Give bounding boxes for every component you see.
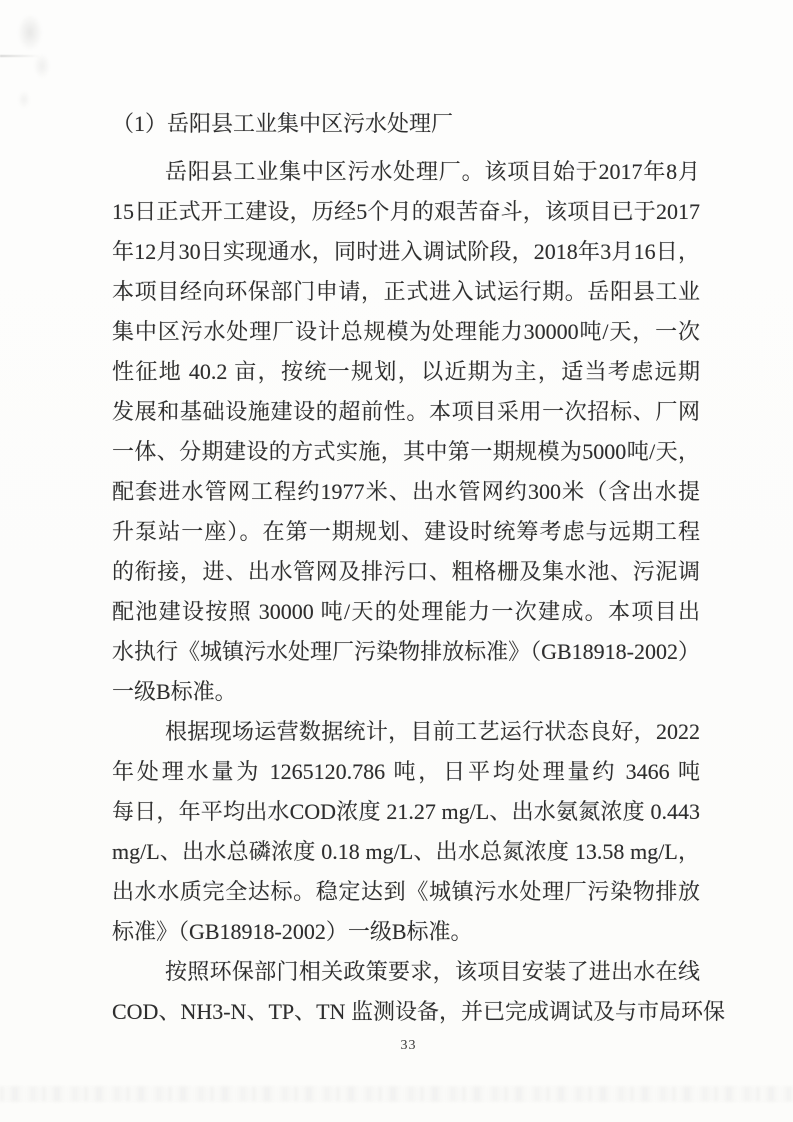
text-line: 发展和基础设施建设的超前性。本项目采用一次招标、厂网 xyxy=(112,399,700,424)
paragraph-monitoring-equipment xyxy=(112,952,725,1032)
text-line: 按照环保部门相关政策要求，该项目安装了进出水在线 xyxy=(165,959,700,984)
text-line: 水执行《城镇污水处理厂污染物排放标准》（GB18918-2002） xyxy=(112,639,700,664)
text-line: 根据现场运营数据统计，目前工艺运行状态良好，2022 xyxy=(165,719,700,744)
text-line: 15日正式开工建设，历经5个月的艰苦奋斗，该项目已于2017 xyxy=(112,199,700,224)
text-line: 升泵站一座）。在第一期规划、建设时统筹考虑与远期工程 xyxy=(112,519,700,544)
text-line: 每日，年平均出水COD浓度 21.27 mg/L、出水氨氮浓度 0.443 xyxy=(112,799,700,824)
scan-smudge-artifact xyxy=(6,6,66,126)
text-line: 年12月30日实现通水，同时进入调试阶段，2018年3月16日， xyxy=(112,239,700,264)
page-number: 33 xyxy=(400,1038,417,1053)
text-line: 集中区污水处理厂设计总规模为处理能力30000吨/天，一次 xyxy=(112,319,700,344)
scan-noise-bottom-artifact xyxy=(0,1086,793,1102)
text-line: 性征地 40.2 亩，按统一规划，以近期为主，适当考虑远期 xyxy=(112,359,700,384)
text-line: 配套进水管网工程约1977米、出水管网约300米（含出水提 xyxy=(112,479,700,504)
text-line: 本项目经向环保部门申请，正式进入试运行期。岳阳县工业 xyxy=(112,279,700,304)
text-line: 一体、分期建设的方式实施，其中第一期规模为5000吨/天， xyxy=(112,439,700,464)
text-line: mg/L、出水总磷浓度 0.18 mg/L、出水总氮浓度 13.58 mg/L， xyxy=(112,839,700,864)
section-heading: （1）岳阳县工业集中区污水处理厂 xyxy=(112,111,454,136)
scan-edge-line-artifact xyxy=(0,55,40,57)
text-line: 出水水质完全达标。稳定达到《城镇污水处理厂污染物排放 xyxy=(112,879,700,904)
text-line: 岳阳县工业集中区污水处理厂。该项目始于2017年8月 xyxy=(165,159,700,184)
paragraph-project-overview xyxy=(112,152,700,712)
page-content xyxy=(112,104,725,1032)
text-line: 年处理水量为 1265120.786 吨，日平均处理量约 3466 吨 xyxy=(112,759,700,784)
text-line: COD、NH3-N、TP、TN 监测设备，并已完成调试及与市局环保 xyxy=(112,999,725,1024)
text-line: 的衔接，进、出水管网及排污口、粗格栅及集水池、污泥调 xyxy=(112,559,700,584)
text-line: 配池建设按照 30000 吨/天的处理能力一次建成。本项目出 xyxy=(112,599,700,624)
paragraph-operation-data xyxy=(112,712,700,952)
text-line: 一级B标准。 xyxy=(112,679,237,704)
text-line: 标准》（GB18918-2002）一级B标准。 xyxy=(112,919,473,944)
